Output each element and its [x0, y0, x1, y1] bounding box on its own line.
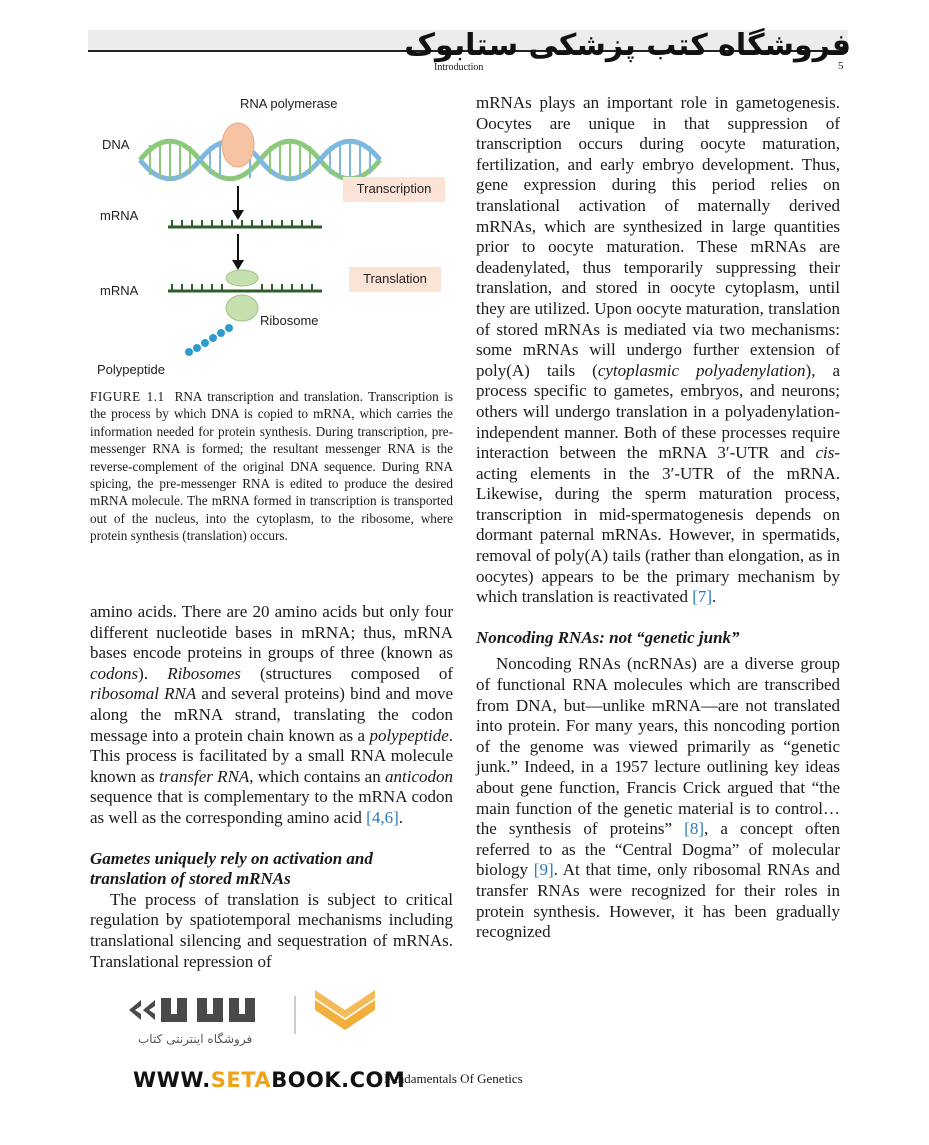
- label-mrna-bottom: mRNA: [100, 283, 139, 298]
- page-number: 5: [838, 60, 844, 72]
- ribosome-large-subunit: [226, 295, 258, 321]
- figure-number: FIGURE 1.1: [90, 389, 165, 404]
- citation-link[interactable]: [7]: [692, 587, 713, 607]
- right-paragraph-1: mRNAs plays an important role in gametogenesis. Oocytes are unique in that suppression of transcription occurs during oocyte maturation, fertilization, and early embryo development. Thus, gene expression during this period relies on translational activation of maternally derived mRNAs, which are synthesized in large quantities prior to oocyte maturation. These mRNAs are deadenylated, thus temporarily suppressing their translation, and stored in oocyte cytoplasm, until they are utilized. Upon oocyte maturation, translation of stored mRNAs is mediated via two mechanisms: some mRNAs will undergo further extension of poly(A) tails (cytoplasmic polyadenylation), a process specific to gametes, embryos, and neurons; others will undergo translation in a polyadenylation-independent manner. Both of these processes require interaction between the mRNA 3′-UTR and cis-acting elements in the 3′-UTR of the mRNA. Likewise, during the sperm maturation process, transcription in mid-spermatogenesis depends on dormant paternal mRNAs. However, in spermatids, removal of poly(A) tails (rather than elongation, as in oocytes) appears to be the primary mechanism by which translation is reactivated [7].: [476, 93, 840, 607]
- ribosome-small-subunit: [226, 270, 258, 286]
- left-paragraph-1: amino acids. There are 20 amino acids but only four different nucleotide bases in mRNA; thus, mRNA bases encode proteins in groups of three (known as codons). Ribosomes (structures composed of ribosomal RNA and several proteins) bind and move along the mRNA strand, translating the codon message into a protein chain known as a polypeptide. This process is facilitated by a small RNA molecule known as transfer RNA, which contains an anticodon sequence that is complementary to the mRNA codon as well as the corresponding amino acid [4,6].: [90, 602, 453, 827]
- term-transfer-rna: transfer RNA: [159, 766, 250, 786]
- dna-helix: [140, 141, 380, 179]
- mrna-strand-top: [168, 220, 322, 227]
- footer-book-title: Fundamentals Of Genetics: [384, 1071, 523, 1086]
- rna-polymerase-shape: [222, 123, 254, 167]
- store-subtitle: فروشگاه اینترنتی کتاب: [138, 1032, 253, 1046]
- running-head: Introduction: [434, 62, 484, 73]
- citation-link[interactable]: [4,6]: [366, 807, 399, 827]
- footer-website[interactable]: WWW.SETABOOK.COM: [133, 1068, 406, 1092]
- label-mrna-top: mRNA: [100, 208, 139, 223]
- stage-translation: Translation: [349, 267, 441, 292]
- polypeptide-chain: [185, 324, 233, 356]
- term-codons: codons: [90, 663, 139, 683]
- label-polypeptide: Polypeptide: [97, 362, 165, 377]
- stage-transcription: Transcription: [343, 177, 445, 202]
- label-ribosome: Ribosome: [260, 313, 319, 328]
- figure-diagram: [90, 90, 460, 385]
- figure-caption-text: RNA transcription and translation. Transcription is the process by which DNA is copied to mRNA, which carries the information needed for protein synthesis. During transcription, pre-messenger RNA is formed; the resultant messenger RNA is the reverse-complement of the original DNA sequence. During RNA spicing, the pre-messenger RNA is edited to produce the desired mRNA molecule. The mRNA formed in transcription is transported out of the nucleus, into the cytoplasm, to the ribosome, where protein synthesis (translation) occurs.: [90, 389, 453, 544]
- term-ribosomal-rna: ribosomal RNA: [90, 684, 197, 704]
- term-ribosomes: Ribosomes: [167, 663, 241, 683]
- citation-link[interactable]: [8]: [684, 819, 704, 839]
- right-column: [476, 93, 840, 943]
- citation-link[interactable]: [9]: [533, 860, 554, 880]
- term-cytoplasmic-polyadenylation: cytoplasmic polyadenylation: [597, 360, 806, 380]
- store-banner: فروشگاه کتب پزشکی ستابوک: [404, 28, 851, 63]
- transcription-translation-diagram: [90, 90, 460, 385]
- label-dna: DNA: [102, 137, 130, 152]
- term-anticodon: anticodon: [385, 766, 453, 786]
- left-paragraph-2: The process of translation is subject to critical regulation by spatiotemporal mechanisms including translational silencing and sequestration of mRNAs. Translational repression of: [90, 889, 453, 971]
- left-column: [90, 602, 453, 972]
- figure-caption: [90, 388, 453, 545]
- section-heading-gametes: Gametes uniquely rely on activation and translation of stored mRNAs: [90, 848, 373, 889]
- label-rna-polymerase: RNA polymerase: [240, 96, 338, 111]
- section-heading-noncoding: Noncoding RNAs: not “genetic junk”: [476, 627, 740, 647]
- right-paragraph-2: Noncoding RNAs (ncRNAs) are a diverse group of functional RNA molecules which are transcribed from DNA, but—unlike mRNA—are not translated into protein. For many years, this noncoding portion of the genome was viewed primarily as “genetic junk.” Indeed, in a 1957 lecture outlining key ideas about gene function, Francis Crick argued that “the main function of the genetic material is to control…the synthesis of proteins” [8], a concept often referred to as the “Central Dogma” of molecular biology [9]. At that time, only ribosomal RNAs and transfer RNAs were recognized for their roles in protein synthesis. However, it has been gradually recognized: [476, 654, 840, 942]
- term-polypeptide: polypeptide: [369, 725, 449, 745]
- term-cis: cis: [815, 443, 835, 463]
